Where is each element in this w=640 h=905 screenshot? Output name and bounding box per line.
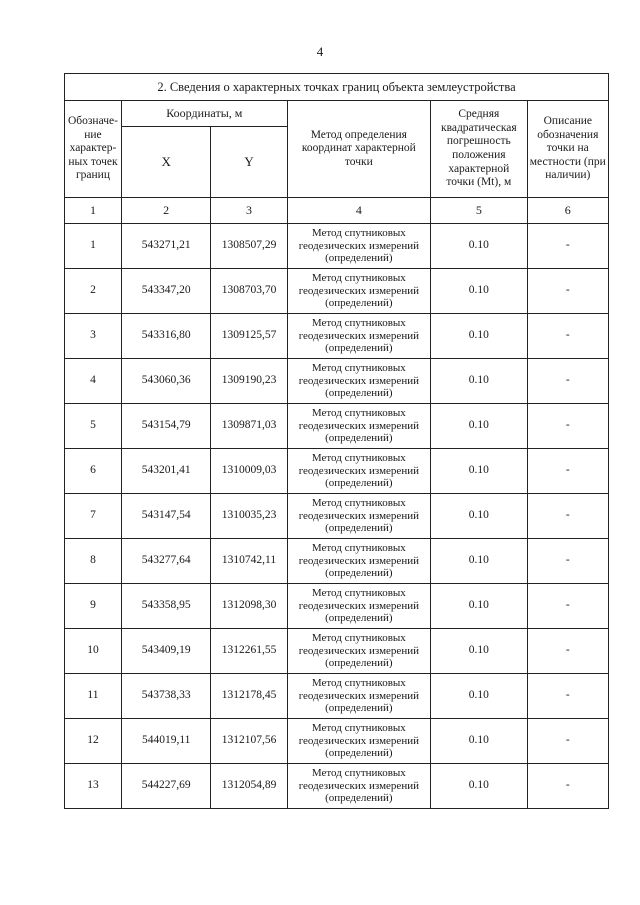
column-number: 3 <box>211 198 287 224</box>
description-cell: - <box>527 584 608 629</box>
point-number-cell: 10 <box>65 629 122 674</box>
point-number-cell: 5 <box>65 404 122 449</box>
y-coordinate-cell: 1312261,55 <box>211 629 287 674</box>
x-coordinate-cell: 543154,79 <box>121 404 210 449</box>
table-row <box>65 269 609 314</box>
error-cell: 0.10 <box>431 314 528 359</box>
description-cell: - <box>527 764 608 809</box>
point-number-cell: 7 <box>65 494 122 539</box>
point-number-cell: 9 <box>65 584 122 629</box>
y-coordinate-cell: 1308703,70 <box>211 269 287 314</box>
table-row <box>65 764 609 809</box>
description-cell: - <box>527 629 608 674</box>
error-cell: 0.10 <box>431 719 528 764</box>
method-cell: Метод спутниковых геодезических измерений (определений) <box>287 629 430 674</box>
y-coordinate-cell: 1312054,89 <box>211 764 287 809</box>
table-row <box>65 494 609 539</box>
error-cell: 0.10 <box>431 539 528 584</box>
y-coordinate-cell: 1312107,56 <box>211 719 287 764</box>
point-number-cell: 11 <box>65 674 122 719</box>
column-number: 4 <box>287 198 430 224</box>
x-coordinate-cell: 544019,11 <box>121 719 210 764</box>
method-cell: Метод спутниковых геодезических измерений (определений) <box>287 449 430 494</box>
x-coordinate-cell: 543347,20 <box>121 269 210 314</box>
description-cell: - <box>527 449 608 494</box>
description-cell: - <box>527 674 608 719</box>
method-cell: Метод спутниковых геодезических измерений (определений) <box>287 269 430 314</box>
point-number-cell: 2 <box>65 269 122 314</box>
x-coordinate-cell: 543147,54 <box>121 494 210 539</box>
x-coordinate-cell: 543358,95 <box>121 584 210 629</box>
point-number-cell: 3 <box>65 314 122 359</box>
table-row <box>65 224 609 269</box>
error-cell: 0.10 <box>431 674 528 719</box>
column-number: 1 <box>65 198 122 224</box>
point-number-cell: 8 <box>65 539 122 584</box>
y-coordinate-cell: 1309190,23 <box>211 359 287 404</box>
error-cell: 0.10 <box>431 494 528 539</box>
error-cell: 0.10 <box>431 584 528 629</box>
description-cell: - <box>527 494 608 539</box>
table-row <box>65 629 609 674</box>
x-coordinate-cell: 543060,36 <box>121 359 210 404</box>
table-title: 2. Сведения о характерных точках границ объекта землеустройства <box>65 74 609 101</box>
method-cell: Метод спутниковых геодезических измерений (определений) <box>287 539 430 584</box>
y-coordinate-cell: 1310035,23 <box>211 494 287 539</box>
description-cell: - <box>527 314 608 359</box>
method-cell: Метод спутниковых геодезических измерений (определений) <box>287 404 430 449</box>
y-coordinate-cell: 1312098,30 <box>211 584 287 629</box>
description-cell: - <box>527 539 608 584</box>
table-row <box>65 404 609 449</box>
method-cell: Метод спутниковых геодезических измерений (определений) <box>287 719 430 764</box>
point-number-cell: 12 <box>65 719 122 764</box>
description-cell: - <box>527 269 608 314</box>
method-cell: Метод спутниковых геодезических измерений (определений) <box>287 314 430 359</box>
x-coordinate-cell: 543738,33 <box>121 674 210 719</box>
column-numbers-row <box>65 198 609 224</box>
method-cell: Метод спутниковых геодезических измерений (определений) <box>287 224 430 269</box>
y-coordinate-cell: 1309871,03 <box>211 404 287 449</box>
header-error: Средняя квадратическая погрешность положения характерной точки (Mt), м <box>431 101 528 198</box>
point-number-cell: 13 <box>65 764 122 809</box>
y-coordinate-cell: 1310742,11 <box>211 539 287 584</box>
header-x: X <box>121 127 210 198</box>
table-row <box>65 539 609 584</box>
x-coordinate-cell: 543201,41 <box>121 449 210 494</box>
column-number: 5 <box>431 198 528 224</box>
header-description: Описание обозначения точки на местности (при наличии) <box>527 101 608 198</box>
description-cell: - <box>527 359 608 404</box>
error-cell: 0.10 <box>431 359 528 404</box>
x-coordinate-cell: 543316,80 <box>121 314 210 359</box>
x-coordinate-cell: 543409,19 <box>121 629 210 674</box>
method-cell: Метод спутниковых геодезических измерений (определений) <box>287 359 430 404</box>
error-cell: 0.10 <box>431 449 528 494</box>
y-coordinate-cell: 1310009,03 <box>211 449 287 494</box>
table-row <box>65 674 609 719</box>
header-y: Y <box>211 127 287 198</box>
method-cell: Метод спутниковых геодезических измерений (определений) <box>287 584 430 629</box>
column-number: 6 <box>527 198 608 224</box>
method-cell: Метод спутниковых геодезических измерений (определений) <box>287 494 430 539</box>
error-cell: 0.10 <box>431 629 528 674</box>
table-row <box>65 449 609 494</box>
table-row <box>65 314 609 359</box>
header-method: Метод определения координат характерной точки <box>287 101 430 198</box>
table-row <box>65 359 609 404</box>
header-point: Обозначе-ние характер-ных точек границ <box>65 101 122 198</box>
x-coordinate-cell: 543277,64 <box>121 539 210 584</box>
method-cell: Метод спутниковых геодезических измерений (определений) <box>287 764 430 809</box>
page-number: 4 <box>316 44 324 59</box>
y-coordinate-cell: 1308507,29 <box>211 224 287 269</box>
x-coordinate-cell: 543271,21 <box>121 224 210 269</box>
y-coordinate-cell: 1309125,57 <box>211 314 287 359</box>
boundary-points-table <box>64 73 609 809</box>
description-cell: - <box>527 224 608 269</box>
x-coordinate-cell: 544227,69 <box>121 764 210 809</box>
method-cell: Метод спутниковых геодезических измерений (определений) <box>287 674 430 719</box>
description-cell: - <box>527 719 608 764</box>
error-cell: 0.10 <box>431 764 528 809</box>
point-number-cell: 1 <box>65 224 122 269</box>
point-number-cell: 6 <box>65 449 122 494</box>
table-row <box>65 584 609 629</box>
header-coords: Координаты, м <box>121 101 287 127</box>
error-cell: 0.10 <box>431 404 528 449</box>
error-cell: 0.10 <box>431 269 528 314</box>
y-coordinate-cell: 1312178,45 <box>211 674 287 719</box>
column-number: 2 <box>121 198 210 224</box>
point-number-cell: 4 <box>65 359 122 404</box>
table-row <box>65 719 609 764</box>
error-cell: 0.10 <box>431 224 528 269</box>
description-cell: - <box>527 404 608 449</box>
